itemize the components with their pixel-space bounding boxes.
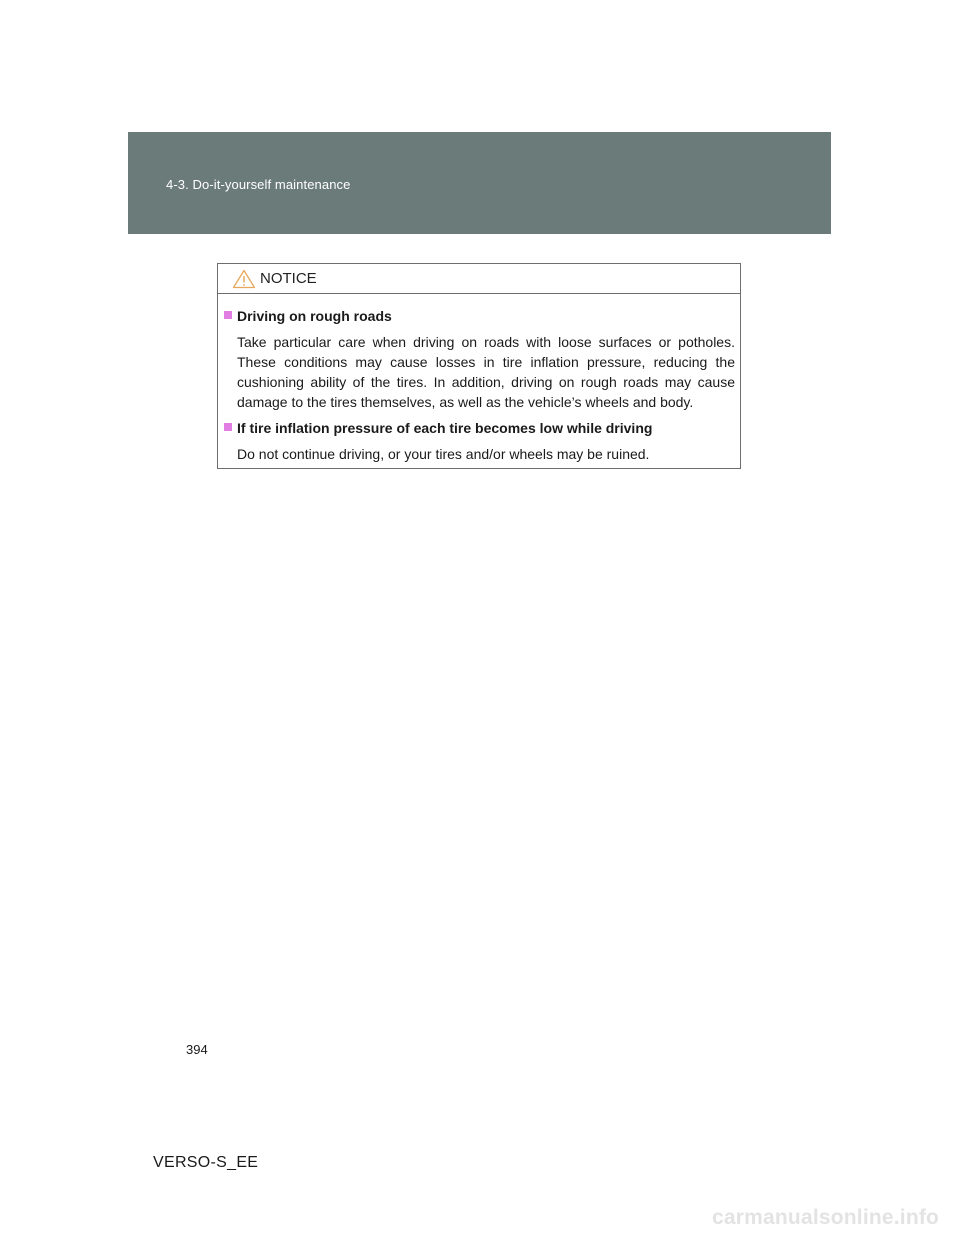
square-bullet-icon xyxy=(224,423,232,431)
notice-item-heading-text: Driving on rough roads xyxy=(237,308,392,324)
square-bullet-icon xyxy=(224,311,232,319)
section-title: 4-3. Do-it-yourself maintenance xyxy=(166,177,351,192)
model-code: VERSO-S_EE xyxy=(153,1154,259,1171)
warning-triangle-icon xyxy=(232,269,256,289)
notice-box xyxy=(217,263,741,469)
section-header-band xyxy=(128,132,831,234)
notice-item-text: Take particular care when driving on roads with loose surfaces or potholes. These conditions may cause losses in tire inflation pressure, reducing the cushioning ability of the tires. In addition, driving on rough roads may cause damage to the tires themselves, as well as the vehicle’s wheels and body. xyxy=(237,334,735,410)
notice-body xyxy=(218,294,740,464)
notice-item-heading xyxy=(223,418,735,438)
notice-item xyxy=(223,418,735,464)
notice-title: NOTICE xyxy=(260,270,317,287)
notice-item-heading-text: If tire inflation pressure of each tire becomes low while driving xyxy=(237,420,653,436)
watermark-text: carmanualsonline.info xyxy=(712,1206,940,1229)
page-number: 394 xyxy=(186,1042,208,1057)
notice-item xyxy=(223,306,735,412)
notice-item-heading xyxy=(223,306,735,326)
notice-item-text: Do not continue driving, or your tires and/or wheels may be ruined. xyxy=(237,446,650,462)
notice-header xyxy=(218,264,740,294)
